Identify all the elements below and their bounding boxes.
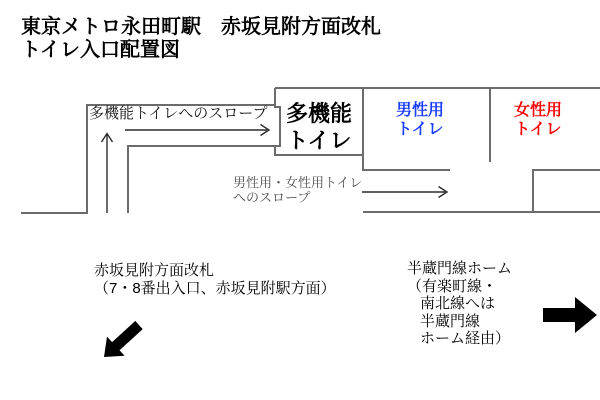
gate-destination-label: [94, 262, 336, 298]
wall-small-room: [533, 170, 600, 212]
multifunction-toilet-label: [274, 100, 364, 154]
mens-toilet-label: [370, 101, 470, 139]
slope-to-mens-womens-label-line-2: へのスロープ: [233, 190, 311, 205]
platform-destination-line-4: 半蔵門線: [420, 312, 481, 330]
platform-direction-arrow-icon: [543, 297, 597, 333]
womens-toilet-label: [488, 101, 588, 139]
multifunction-toilet-label-line-2: トイレ: [286, 128, 352, 153]
page-title-line-2: トイレ入口配置図: [21, 39, 180, 61]
platform-destination-line-1: 半蔵門線ホーム: [407, 260, 513, 277]
gate-destination-line-2: （7・8番出入口、赤坂見附駅方面）: [94, 280, 336, 297]
platform-destination-label: [407, 260, 512, 348]
platform-destination-line-3: 南北線へは: [420, 295, 496, 312]
multifunction-toilet-label-line-1: 多機能: [285, 101, 352, 126]
mens-toilet-label-line-1: 男性用: [395, 102, 444, 119]
gate-destination-line-1: 赤坂見附方面改札: [94, 262, 215, 279]
slope-to-mens-womens-label: [233, 175, 362, 205]
platform-destination-line-2: （有楽町線・: [407, 277, 498, 295]
corridor-up-arrow-icon: [102, 134, 113, 214]
platform-destination-line-5: ホーム経由）: [420, 330, 511, 347]
slope-to-mens-womens-label-line-1: 男性用・女性用トイレ: [233, 175, 363, 190]
slope-to-multifunction-label: 多機能トイレへのスロープ: [89, 105, 268, 122]
gate-direction-arrow-icon: [104, 321, 143, 357]
slope-to-mens-womens-arrow-icon: [362, 187, 447, 198]
womens-toilet-label-line-2: トイレ: [514, 121, 562, 138]
page-title: [21, 16, 381, 62]
womens-toilet-label-line-1: 女性用: [513, 102, 562, 119]
slope-to-multifunction-arrow-icon: [125, 125, 269, 136]
mens-toilet-label-line-2: トイレ: [396, 121, 444, 138]
page-title-line-1: 東京メトロ永田町駅 赤坂見附方面改札: [21, 16, 381, 38]
